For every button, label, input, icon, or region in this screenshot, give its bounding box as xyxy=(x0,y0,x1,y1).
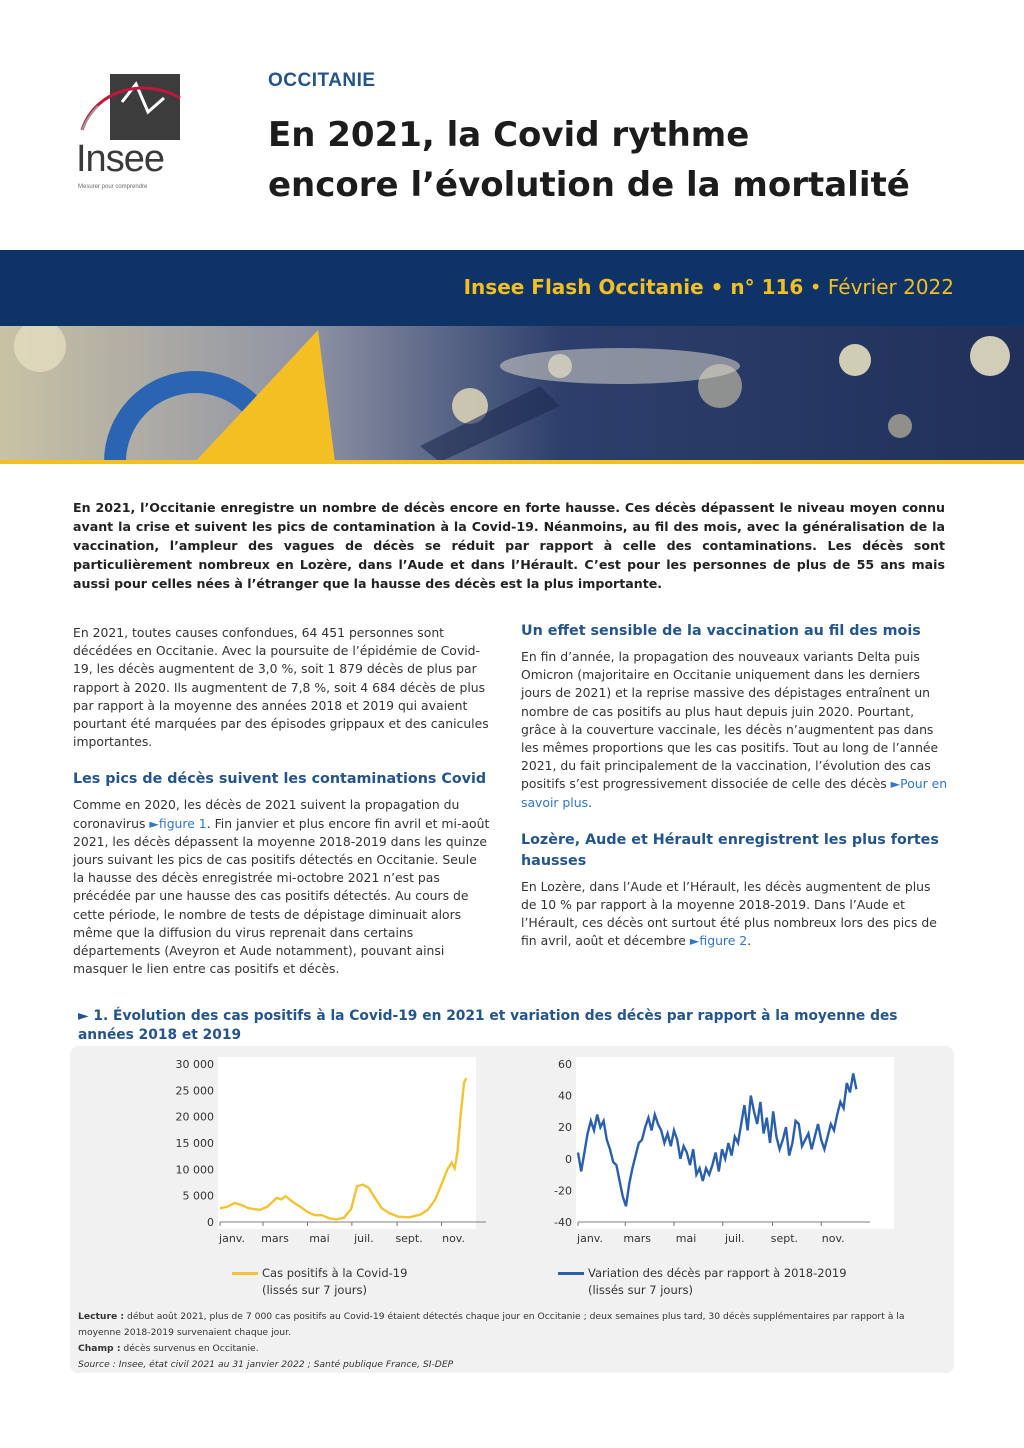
champ-label: Champ : xyxy=(78,1343,121,1354)
cases-legend-label: Cas positifs à la Covid-19 xyxy=(262,1266,408,1280)
publication-reference xyxy=(464,275,954,299)
publication-band xyxy=(0,250,1024,326)
figure-1-link[interactable]: ►figure 1 xyxy=(149,815,207,831)
y-tick-label: 40 xyxy=(558,1089,572,1103)
peaks-text-a: Comme en 2020, les décès de 2021 suivent la propagation du coronavirus xyxy=(73,797,460,831)
logo-tagline: Mesurer pour comprendre xyxy=(78,184,148,190)
cases-legend-sublabel: (lissés sur 7 jours) xyxy=(262,1283,367,1297)
vaccination-text-b: . xyxy=(588,794,593,810)
y-tick-label: 10 000 xyxy=(175,1163,214,1177)
figure-2-link[interactable]: ►figure 2 xyxy=(689,933,748,949)
right-column xyxy=(521,621,949,951)
insee-logo xyxy=(76,72,188,196)
y-tick-label: 0 xyxy=(565,1152,572,1166)
x-tick-label: nov. xyxy=(442,1232,465,1245)
departements-paragraph xyxy=(521,878,949,951)
x-tick-label: juil. xyxy=(354,1232,374,1245)
cases-legend-swatch xyxy=(232,1272,258,1275)
publication-date: • Février 2022 xyxy=(809,275,954,299)
left-column xyxy=(73,624,491,978)
deaths-chart xyxy=(520,1053,900,1253)
pour-en-savoir-plus-link[interactable]: ►Pour en savoir plus xyxy=(521,776,948,810)
x-tick-label: mai xyxy=(675,1232,697,1245)
x-tick-label: janv. xyxy=(219,1232,245,1245)
vaccination-text-a: En fin d’année, la propagation des nouveaux variants Delta puis Omicron (majoritaire en Occitanie uniquement dans les derniers jours de 2021) et la reprise massive des dépistages entraînent un nombre de cas positifs au plus haut depuis juin 2020. Pourtant, grâce à la couverture vaccinale, les décès n’augmentent pas dans les mêmes proportions que les cas positifs. Tout au long de l’année 2021, du fait principalement de la vaccination, l’évolution des cas positifs s’est progressivement dissociée de celle des décès xyxy=(521,649,939,792)
x-tick-label: mars xyxy=(261,1232,289,1245)
y-tick-label: 15 000 xyxy=(175,1137,214,1150)
banner-rule xyxy=(0,460,1024,464)
deaths-legend-label: Variation des décès par rapport à 2018-2019 xyxy=(588,1266,847,1280)
y-tick-label: -40 xyxy=(554,1216,572,1229)
deaths-legend-swatch xyxy=(558,1272,584,1275)
vaccination-paragraph xyxy=(521,648,949,812)
insee-logo-icon xyxy=(76,72,188,142)
y-tick-label: 25 000 xyxy=(175,1084,214,1098)
covid-banner-image xyxy=(0,326,1024,462)
cases-chart xyxy=(150,1053,490,1253)
section-heading-departements: Lozère, Aude et Hérault enregistrent les plus fortes hausses xyxy=(521,831,939,869)
lecture-label: Lecture : xyxy=(78,1311,125,1322)
page-title xyxy=(268,110,968,210)
departements-text-a: En Lozère, dans l’Aude et l’Hérault, les décès augmentent de plus de 10 % par rapport à la moyenne 2018-2019. Dans l’Aude et l’Hérault, ces décès ont surtout été plus nombreux lors des pics de fin avril, août et décembre xyxy=(521,878,937,949)
region-label: OCCITANIE xyxy=(268,70,376,91)
source-text: Insee, état civil 2021 au 31 janvier 2022 ; Santé publique France, SI-DEP xyxy=(115,1359,454,1370)
y-tick-label: 20 000 xyxy=(175,1110,214,1124)
peaks-text-b: . Fin janvier et plus encore fin avril et mi-août 2021, les décès dépassent la moyenne 2018-2019 dans les quinze jours suivant les pics de cas positifs détectés en Occitanie. Seule la hausse des décès enregistrée mi-octobre 2021 n’est pas précédée par une hausse des cas positifs détectés. Au cours de cette période, le nombre de tests de dépistage diminuait alors même que la diffusion du virus reprenait dans certains départements (Aveyron et Aude notamment), pouvant ainsi masquer le lien entre cas positifs et décès. xyxy=(73,815,490,977)
lecture-text: début août 2021, plus de 7 000 cas positifs au Covid-19 étaient détectés chaque jour en Occitanie ; deux semaines plus tard, 30 décès supplémentaires par rapport à la moyenne 2018-2019 survenaient chaque jour. xyxy=(78,1311,905,1338)
y-tick-label: 20 xyxy=(558,1121,572,1135)
logo-wordmark: Insee xyxy=(76,138,164,180)
deaths-legend-sublabel: (lissés sur 7 jours) xyxy=(588,1283,693,1297)
x-tick-label: nov. xyxy=(821,1232,845,1245)
y-tick-label: 0 xyxy=(207,1216,214,1229)
y-tick-label: 30 000 xyxy=(175,1058,214,1071)
banner-illustration xyxy=(0,326,1024,462)
departements-text-b: . xyxy=(747,933,752,949)
peaks-paragraph xyxy=(73,796,491,978)
figure-notes xyxy=(78,1309,948,1373)
publication-series: Insee Flash Occitanie • n° 116 xyxy=(463,275,804,299)
section-heading-peaks: Les pics de décès suivent les contaminations Covid xyxy=(73,771,487,788)
x-tick-label: mai xyxy=(309,1232,330,1245)
summary-paragraph: En 2021, l’Occitanie enregistre un nombre de décès encore en forte hausse. Ces décès dépassent le niveau moyen connu avant la crise et suivent les pics de contamination à la Covid-19. Néanmoins, au fil des mois, avec la généralisation de la vaccination, l’ampleur des vagues de décès se réduit par rapport à celle des contaminations. Les décès sont particulièrement nombreux en Lozère, dans l’Aude et dans l’Hérault. C’est pour les personnes de plus de 55 ans mais aussi pour celles nées à l’étranger que la hausse des décès est la plus importante. xyxy=(73,500,945,591)
title-line-1: En 2021, la Covid rythme xyxy=(268,115,750,155)
cases-plot-area xyxy=(218,1057,476,1229)
title-line-2: encore l’évolution de la mortalité xyxy=(268,165,910,205)
source-label: Source : xyxy=(78,1359,116,1370)
section-heading-vaccination: Un effet sensible de la vaccination au fil des mois xyxy=(521,623,921,639)
y-tick-label: 60 xyxy=(558,1058,572,1071)
figure-1-title: ► 1. Évolution des cas positifs à la Covid-19 en 2021 et variation des décès par rapport à la moyenne des années 2018 et 2019 xyxy=(78,1008,898,1043)
x-tick-label: sept. xyxy=(395,1232,423,1245)
x-tick-label: juil. xyxy=(724,1232,745,1245)
champ-text: décès survenus en Occitanie. xyxy=(120,1343,259,1354)
cases-legend xyxy=(232,1265,407,1299)
x-tick-label: mars xyxy=(623,1232,652,1245)
x-tick-label: sept. xyxy=(770,1232,799,1245)
intro-paragraph: En 2021, toutes causes confondues, 64 451 personnes sont décédées en Occitanie. Avec la poursuite de l’épidémie de Covid-19, les décès augmentent de 3,0 %, soit 1 879 décès de plus par rapport à 2020. Ils augmentent de 7,8 %, soit 4 684 décès de plus par rapport à la moyenne des années 2018 et 2019 qui avaient pourtant été marquées par des épisodes grippaux et des canicules importantes. xyxy=(73,625,489,750)
deaths-legend xyxy=(558,1265,847,1299)
y-tick-label: -20 xyxy=(554,1184,572,1198)
x-tick-label: janv. xyxy=(577,1232,603,1245)
y-tick-label: 5 000 xyxy=(182,1189,214,1203)
